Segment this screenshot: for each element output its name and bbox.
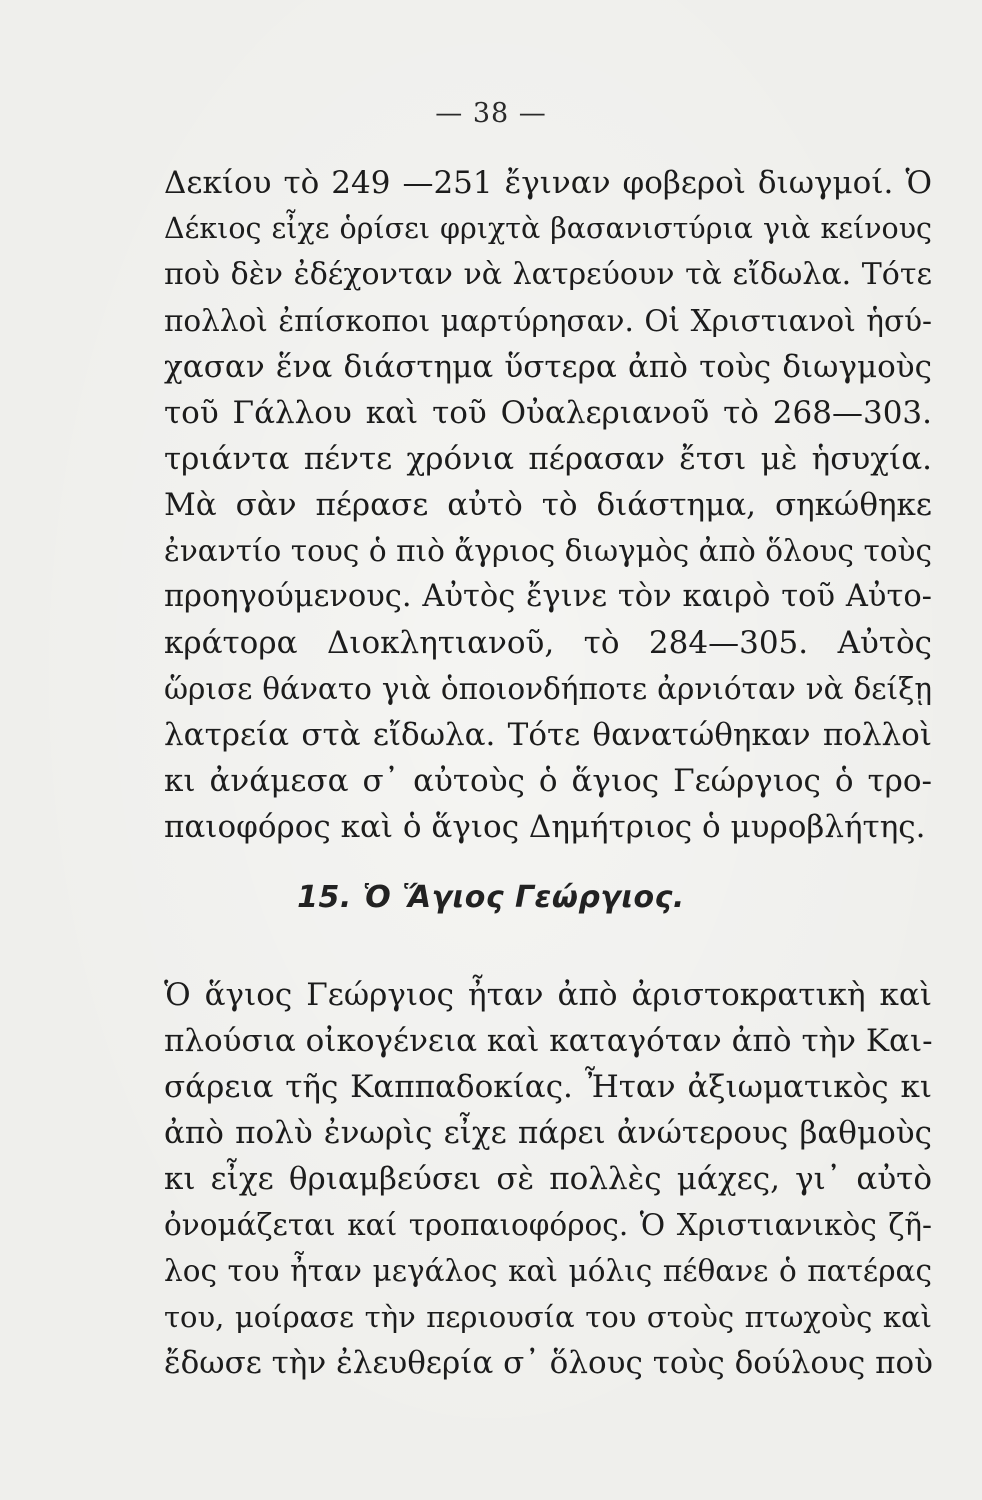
paragraph-saint-george [164, 972, 932, 1386]
text-line: Δέκιος εἶχε ὁρίσει φριχτὰ βασανιστύρια γιὰ κείνους [164, 212, 932, 245]
page-number: — 38 — [435, 98, 547, 129]
section-heading: 15. Ὁ Ἅγιος Γεώργιος. [297, 880, 685, 915]
text-line: κράτορα Διοκλητιανοῦ, τὸ 284—305. Αὐτὸς [164, 625, 932, 661]
text-line: παιοφόρος καὶ ὁ ἅγιος Δημήτριος ὁ μυροβλήτης. [164, 809, 926, 845]
text-line: τριάντα πέντε χρόνια πέρασαν ἔτσι μὲ ἡσυχία. [164, 441, 932, 477]
text-line: πολλοὶ ἐπίσκοποι μαρτύρησαν. Οἱ Χριστιανοὶ ἡσύ- [164, 304, 932, 338]
text-line: τοῦ Γάλλου καὶ τοῦ Οὐαλεριανοῦ τὸ 268—303. [164, 395, 932, 431]
text-line: Ὁ ἅγιος Γεώργιος ἦταν ἀπὸ ἀριστοκρατικὴ καὶ [164, 977, 932, 1013]
text-line: του, μοίρασε τὴν περιουσία του στοὺς πτωχοὺς καὶ [164, 1300, 932, 1334]
text-line: ἀπὸ πολὺ ἐνωρὶς εἶχε πάρει ἀνώτερους βαθμοὺς [164, 1115, 932, 1151]
text-line: Δεκίου τὸ 249 —251 ἔγιναν φοβεροὶ διωγμοί. Ὁ [164, 165, 932, 201]
text-line: ὀνομάζεται καί τροπαιοφόρος. Ὁ Χριστιανικὸς ζῆ- [164, 1208, 932, 1242]
text-line: κι ἀνάμεσα σ᾽ αὐτοὺς ὁ ἅγιος Γεώργιος ὁ τρο- [164, 763, 932, 799]
text-line: σάρεια τῆς Καππαδοκίας. Ἦταν ἀξιωματικὸς κι [164, 1069, 932, 1105]
text-line: ἐναντίο τους ὁ πιὸ ἄγριος διωγμὸς ἀπὸ ὅλους τοὺς [164, 534, 932, 568]
text-line: ἔδωσε τὴν ἐλευθερία σ᾽ ὅλους τοὺς δούλους ποὺ [164, 1345, 934, 1381]
text-line: Μὰ σὰν πέρασε αὐτὸ τὸ διάστημα, σηκώθηκε [164, 487, 932, 523]
text-line: ὥρισε θάνατο γιὰ ὁποιονδήποτε ἀρνιόταν νὰ δείξῃ [164, 672, 932, 706]
paragraph-persecutions [164, 160, 932, 850]
text-line: λος του ἦταν μεγάλος καὶ μόλις πέθανε ὁ πατέρας [164, 1254, 932, 1288]
text-line: λατρεία στὰ εἴδωλα. Τότε θανατώθηκαν πολλοὶ [164, 717, 932, 753]
text-line: κι εἶχε θριαμβεύσει σὲ πολλὲς μάχες, γι᾽ αὐτὸ [164, 1161, 932, 1197]
text-line: χασαν ἕνα διάστημα ὕστερα ἀπὸ τοὺς διωγμοὺς [164, 349, 932, 385]
text-line: ποὺ δὲν ἐδέχονταν νὰ λατρεύουν τὰ εἴδωλα. Τότε [164, 257, 932, 292]
text-line: πλούσια οἰκογένεια καὶ καταγόταν ἀπὸ τὴν Και- [164, 1023, 933, 1059]
text-line: προηγούμενους. Αὐτὸς ἔγινε τὸν καιρὸ τοῦ Αὐτο- [164, 579, 932, 614]
